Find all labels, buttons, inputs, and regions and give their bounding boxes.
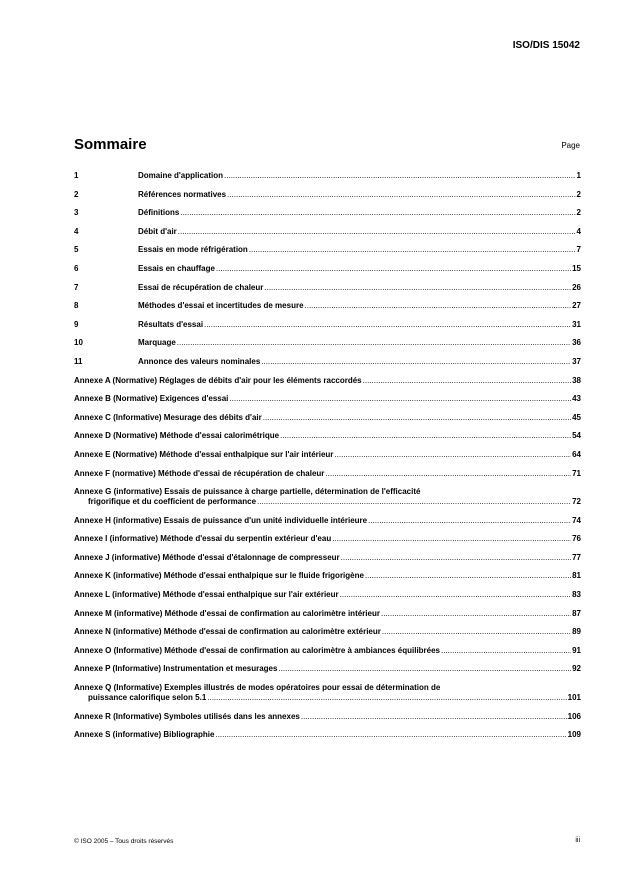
dot-leader: [325, 469, 571, 479]
toc-entry[interactable]: [74, 712, 581, 722]
toc-entry-title: Annexe D (Normative) Méthode d'essai calorimétrique: [74, 431, 280, 441]
dot-leader: [204, 320, 571, 330]
toc-entry-page: 109: [567, 730, 581, 740]
toc-entry-title: Annonce des valeurs nominales: [138, 356, 261, 366]
toc-entry-title: Résultats d'essai: [138, 319, 204, 329]
toc-entry[interactable]: [74, 283, 581, 293]
dot-leader: [363, 376, 571, 386]
toc-entry-page: 43: [572, 394, 581, 404]
dot-leader: [278, 664, 571, 674]
toc-entry[interactable]: [74, 320, 581, 330]
dot-leader: [280, 431, 571, 441]
dot-leader: [368, 516, 571, 526]
table-of-contents: [74, 171, 581, 749]
toc-entry[interactable]: [74, 534, 581, 544]
toc-entry[interactable]: [74, 413, 581, 423]
toc-entry-title: Annexe M (informative) Méthode d'essai de confirmation au calorimètre intérieur: [74, 608, 380, 618]
toc-entry-title: puissance calorifique selon 5.1: [88, 693, 207, 703]
toc-entry-number: 1: [74, 171, 79, 180]
toc-entry-page: 77: [572, 552, 581, 562]
toc-entry-number: 5: [74, 245, 79, 255]
toc-entry-title: Annexe B (Normative) Exigences d'essai: [74, 394, 229, 404]
toc-entry[interactable]: [74, 357, 581, 367]
toc-entry[interactable]: [74, 683, 581, 703]
toc-entry[interactable]: [74, 171, 581, 181]
document-id: ISO/DIS 15042: [512, 40, 580, 51]
toc-entry-number: 7: [74, 282, 79, 292]
dot-leader: [215, 730, 566, 740]
dot-leader: [381, 609, 571, 619]
toc-entry-page: 92: [572, 664, 581, 674]
toc-entry-page: 101: [567, 693, 581, 703]
dot-leader: [264, 283, 571, 293]
toc-entry-title: Annexe A (Normative) Réglages de débits d'air pour les éléments raccordés: [74, 375, 362, 385]
dot-leader: [224, 171, 576, 181]
toc-entry-title: Annexe E (Normative) Méthode d'essai enthalpique sur l'air intérieur: [74, 449, 334, 459]
toc-entry-page: 74: [572, 515, 581, 525]
dot-leader: [365, 571, 571, 581]
toc-entry-page: 4: [576, 226, 581, 236]
toc-entry[interactable]: [74, 487, 581, 507]
toc-entry-page: 27: [572, 301, 581, 311]
toc-entry-title: Annexe R (Informative) Symboles utilisés dans les annexes: [74, 711, 300, 721]
toc-entry-title: Définitions: [138, 208, 180, 218]
toc-entry[interactable]: [74, 590, 581, 600]
page-title: Sommaire: [74, 136, 147, 153]
toc-entry[interactable]: [74, 245, 581, 255]
toc-entry-title: Méthodes d'essai et incertitudes de mesure: [138, 301, 304, 311]
dot-leader: [229, 394, 571, 404]
toc-entry-page: 64: [572, 449, 581, 459]
toc-entry-title: Annexe J (informative) Méthode d'essai d'étalonnage de compresseur: [74, 552, 340, 562]
dot-leader: [441, 646, 571, 656]
toc-entry-page: 38: [572, 375, 581, 385]
toc-entry-title: Essai de récupération de chaleur: [138, 282, 264, 292]
toc-entry-page: 72: [572, 497, 581, 507]
toc-entry-title-line1: Annexe G (informative) Essais de puissance à charge partielle, détermination de l'efficacité: [74, 487, 421, 497]
toc-entry[interactable]: [74, 627, 581, 637]
toc-entry[interactable]: [74, 301, 581, 311]
toc-entry[interactable]: [74, 190, 581, 200]
toc-entry-page: 2: [576, 189, 581, 199]
dot-leader: [382, 627, 571, 637]
page-column-label: Page: [561, 141, 580, 150]
toc-entry[interactable]: [74, 609, 581, 619]
toc-entry[interactable]: [74, 646, 581, 656]
toc-entry-page: 87: [572, 608, 581, 618]
toc-entry-page: 76: [572, 534, 581, 544]
toc-entry-title: Débit d'air: [138, 226, 177, 236]
toc-entry-title: Domaine d'application: [138, 171, 224, 180]
toc-entry-page: 26: [572, 282, 581, 292]
toc-entry[interactable]: [74, 376, 581, 386]
toc-entry-title: Annexe I (informative) Méthode d'essai du serpentin extérieur d'eau: [74, 534, 332, 544]
dot-leader: [227, 190, 576, 200]
toc-entry-number: 4: [74, 226, 79, 236]
toc-entry[interactable]: [74, 516, 581, 526]
toc-entry-page: 37: [572, 356, 581, 366]
dot-leader: [263, 413, 571, 423]
toc-entry-title: Essais en mode réfrigération: [138, 245, 248, 255]
toc-entry-page: 15: [572, 263, 581, 273]
toc-entry[interactable]: [74, 394, 581, 404]
toc-entry-title: Annexe K (informative) Méthode d'essai enthalpique sur le fluide frigorigène: [74, 571, 364, 581]
toc-entry[interactable]: [74, 227, 581, 237]
toc-entry-number: 2: [74, 189, 79, 199]
dot-leader: [178, 227, 576, 237]
toc-entry[interactable]: [74, 553, 581, 563]
dot-leader: [340, 590, 571, 600]
dot-leader: [257, 497, 571, 507]
toc-entry-page: 7: [576, 245, 581, 255]
footer-copyright: © ISO 2005 – Tous droits réservés: [74, 838, 174, 845]
toc-entry-page: 2: [576, 208, 581, 218]
toc-entry[interactable]: [74, 338, 581, 348]
toc-entry[interactable]: [74, 664, 581, 674]
dot-leader: [249, 245, 576, 255]
toc-entry-page: 45: [572, 412, 581, 422]
toc-entry-title: Annexe C (Informative) Mesurage des débits d'air: [74, 412, 262, 422]
dot-leader: [332, 534, 571, 544]
dot-leader: [207, 693, 566, 703]
toc-entry-title: Annexe L (informative) Méthode d'essai enthalpique sur l'air extérieur: [74, 590, 339, 600]
toc-entry-title: Annexe H (informative) Essais de puissance d'un unité individuelle intérieure: [74, 515, 368, 525]
toc-entry-page: 71: [572, 468, 581, 478]
toc-entry-title: Annexe P (Informative) Instrumentation et mesurages: [74, 664, 278, 674]
toc-entry-title: Annexe F (normative) Méthode d'essai de récupération de chaleur: [74, 468, 325, 478]
toc-entry-number: 6: [74, 263, 79, 273]
toc-entry-number: 9: [74, 319, 79, 329]
toc-entry-page: 83: [572, 590, 581, 600]
toc-entry[interactable]: [74, 571, 581, 581]
toc-entry-page: 106: [567, 711, 581, 721]
toc-entry-number: 11: [74, 356, 83, 366]
toc-entry-title: Marquage: [138, 338, 176, 348]
dot-leader: [301, 712, 567, 722]
toc-entry[interactable]: [74, 264, 581, 274]
dot-leader: [177, 338, 571, 348]
toc-entry-title: Annexe O (Informative) Méthode d'essai de confirmation au calorimètre à ambiances équilibrées: [74, 645, 441, 655]
toc-entry[interactable]: [74, 469, 581, 479]
dot-leader: [216, 264, 571, 274]
dot-leader: [261, 357, 571, 367]
toc-entry-title: Annexe N (informative) Méthode d'essai de confirmation au calorimètre extérieur: [74, 627, 381, 637]
toc-entry-page: 31: [572, 319, 581, 329]
dot-leader: [341, 553, 571, 563]
toc-entry-title: Annexe S (informative) Bibliographie: [74, 730, 215, 740]
toc-entry[interactable]: [74, 208, 581, 218]
toc-entry-number: 8: [74, 301, 79, 311]
toc-entry-page: 1: [576, 171, 581, 180]
footer-page-number: iii: [575, 837, 580, 844]
toc-entry-page: 91: [572, 645, 581, 655]
toc-entry[interactable]: [74, 431, 581, 441]
toc-entry-number: 3: [74, 208, 79, 218]
toc-entry-page: 89: [572, 627, 581, 637]
toc-entry[interactable]: [74, 730, 581, 740]
toc-entry-title: Références normatives: [138, 189, 227, 199]
dot-leader: [180, 208, 575, 218]
toc-entry-page: 36: [572, 338, 581, 348]
dot-leader: [305, 301, 572, 311]
toc-entry-page: 81: [572, 571, 581, 581]
toc-entry-title-line1: Annexe Q (Informative) Exemples illustrés de modes opératoires pour essai de détermination de: [74, 683, 441, 693]
toc-entry-page: 54: [572, 431, 581, 441]
toc-entry-title: Essais en chauffage: [138, 263, 215, 273]
toc-entry[interactable]: [74, 450, 581, 460]
toc-entry-number: 10: [74, 338, 83, 348]
toc-entry-title: frigorifique et du coefficient de performance: [88, 497, 257, 507]
dot-leader: [334, 450, 571, 460]
